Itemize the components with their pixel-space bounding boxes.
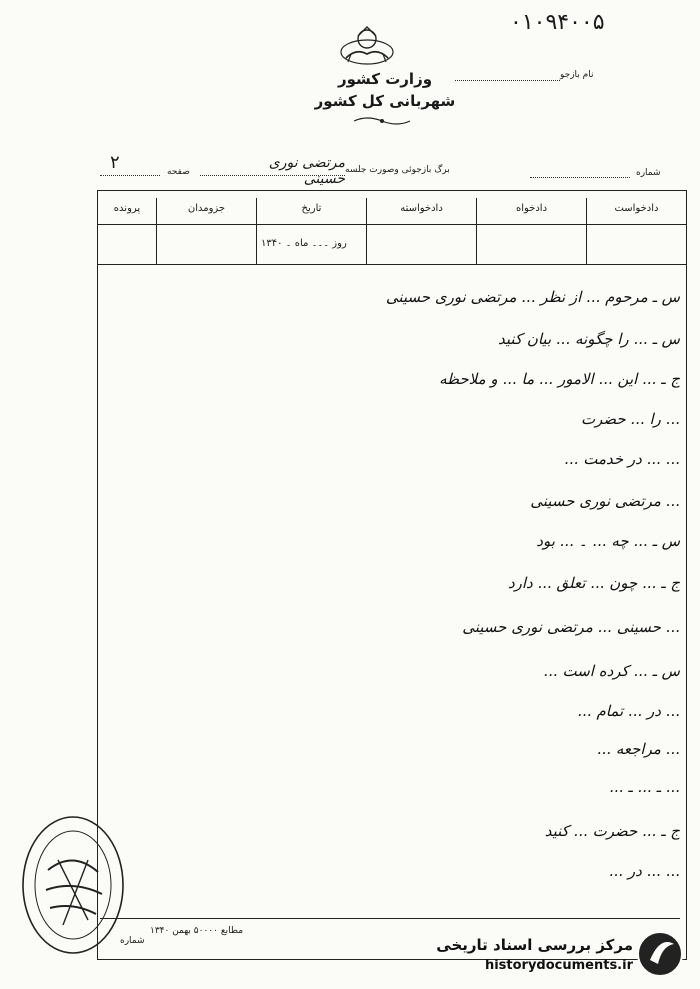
cell-petitioner [476, 224, 586, 264]
handwritten-statement [98, 270, 686, 930]
footer-number-label: شماره [120, 936, 145, 946]
date-value: روز ۔۔۔ ماه ۔ ۱۳۴۰ [261, 238, 347, 249]
archive-logo-icon [636, 930, 684, 978]
lion-sun-emblem-icon [336, 24, 398, 68]
interrogator-name-label: نام بازجو [560, 70, 594, 80]
col-file-folder: جزومدان [156, 198, 256, 224]
org-ministry: وزارت کشور [337, 70, 433, 88]
cell-file-folder [156, 224, 256, 264]
number-field [530, 177, 630, 178]
page-label: صفحه [167, 167, 190, 177]
flourish-icon [352, 114, 412, 128]
handwritten-line: ج ـ ... حضرت ... کنید [544, 822, 680, 840]
handwritten-line: ... را ... حضرت [580, 410, 680, 428]
col-date: تاریخ [256, 198, 366, 224]
cell-date [256, 224, 366, 264]
table-header-row [98, 198, 686, 225]
col-respondent: دادخواسته [366, 198, 476, 224]
col-petitioner: دادخواه [476, 198, 586, 224]
handwritten-line: ... ـ ... ـ ... [609, 778, 680, 796]
case-label: برگ بازجوئی وصورت جلسه [345, 165, 450, 175]
handwritten-line: ... مراجعه ... [596, 740, 680, 758]
serial-number: ۰۱۰۹۴۰۰۵ [510, 10, 605, 35]
col-dossier: پرونده [113, 203, 141, 214]
page-field [100, 175, 160, 176]
cell-dossier [98, 224, 156, 264]
cell-respondent [366, 224, 476, 264]
handwritten-line: ج ـ ... این ... الامور ... ما ... و ملاحظه [439, 370, 680, 388]
page-value: ۲ [110, 152, 120, 173]
handwritten-line: س ـ ... را چگونه ... بیان کنید [498, 330, 680, 348]
handwritten-line: ... ... در ... [608, 862, 680, 880]
handwritten-line: س ـ ... چه ... ۔ ... بود [536, 532, 680, 550]
footer-divider [100, 918, 680, 919]
case-value: مرتضی نوری حسینی [268, 155, 345, 187]
interrogator-name-field [455, 80, 560, 81]
number-label: شماره [636, 168, 661, 178]
handwritten-line: س ـ مرحوم ... از نظر ... مرتضی نوری حسینی [385, 288, 680, 306]
handwritten-line: ... مرتضی نوری حسینی [530, 492, 680, 510]
table-data-row [98, 224, 686, 265]
handwritten-line: ... حسینی ... مرتضی نوری حسینی [462, 618, 680, 636]
handwritten-line: ج ـ ... چون ... تعلق ... دارد [507, 574, 680, 592]
case-field [200, 175, 345, 176]
watermark-title: مرکز بررسی اسناد تاریخی [436, 936, 633, 954]
watermark-url: historydocuments.ir [484, 958, 633, 973]
official-stamp-icon [18, 810, 128, 960]
handwritten-line: س ـ ... کرده است ... [543, 662, 680, 680]
cell-petition [586, 224, 686, 264]
col-petition: دادخواست [586, 198, 686, 224]
print-code: مطابع ۵۰۰۰۰ بهمن ۱۳۴۰ [150, 926, 244, 936]
handwritten-line: ... در ... تمام ... [577, 702, 680, 720]
org-police: شهربانی کل کشور [314, 92, 456, 110]
handwritten-line: ... ... در خدمت ... [564, 450, 680, 468]
